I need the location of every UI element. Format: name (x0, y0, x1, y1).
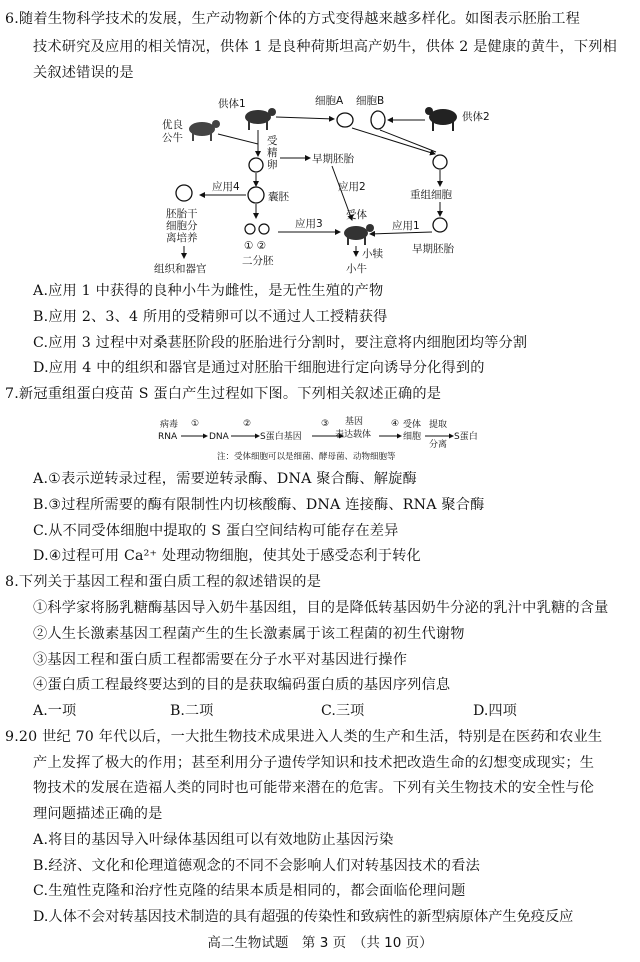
twin2-icon (259, 224, 269, 234)
q7-option-b: B.③过程所需要的酶有限制性内切核酸酶、DNA 连接酶、RNA 聚合酶 (33, 497, 485, 513)
app1-label: 应用1 (392, 220, 420, 232)
es-label-2: 细胞分 (166, 220, 198, 232)
donor1-label: 供体1 (218, 98, 246, 110)
page-footer: 高二生物试题 第 3 页 （共 10 页） (207, 935, 433, 951)
q9-stem-line-2: 产上发挥了极大的作用；甚至利用分子遗传学知识和技术把改造生命的幻想变成现实；生 (33, 755, 595, 771)
flow-n4a: 基因 (345, 417, 364, 427)
tissue-label: 组织和器官 (154, 263, 207, 275)
flow-n4b: 表达载体 (335, 430, 372, 440)
flow-n6a: 提取 (429, 420, 448, 430)
cell-b-icon (371, 111, 385, 129)
twins-num-label: ① ② (244, 240, 267, 252)
cell-a-icon (337, 113, 353, 127)
flow-s1: ① (191, 419, 200, 429)
q7-option-c: C.从不同受体细胞中提取的 S 蛋白空间结构可能存在差异 (33, 523, 399, 539)
calf-label-1: 小犊 (362, 248, 383, 260)
embryo-engineering-diagram (140, 92, 520, 277)
calf-label-2: 小牛 (346, 263, 367, 275)
early-embryo-top-label: 早期胚胎 (312, 153, 354, 165)
q6-option-c: C.应用 3 过程中对桑葚胚阶段的胚胎进行分割时，要注意将内细胞团均等分割 (33, 335, 528, 351)
flow-n7: S蛋白 (454, 432, 478, 442)
recipient-label: 受体 (346, 209, 367, 221)
q8-item-4: ④蛋白质工程最终要达到的目的是获取编码蛋白质的基因序列信息 (33, 677, 451, 693)
q6-option-d: D.应用 4 中的组织和器官是通过对胚胎干细胞进行定向诱导分化得到的 (33, 360, 485, 376)
flow-s4: ④ (391, 419, 400, 429)
q6-stem-line-2: 技术研究及应用的相关情况，供体 1 是良种荷斯坦高产奶牛，供体 2 是健康的黄牛，下列相 (33, 39, 618, 55)
flow-n2: DNA (209, 432, 229, 442)
cow-recipient-icon (344, 224, 374, 245)
q7-stem: 7.新冠重组蛋白疫苗 S 蛋白产生过程如下图。下列相关叙述正确的是 (5, 386, 442, 402)
q9-stem-line-3: 物技术的发展在造福人类的同时也可能带来潜在的危害。下列有关生物技术的安全性与伦 (33, 780, 595, 796)
cow-donor2-icon (425, 107, 457, 131)
flow-s2: ② (243, 419, 252, 429)
flow-n3: S蛋白基因 (260, 432, 302, 442)
q8-item-2: ②人生长激素基因工程菌产生的生长激素属于该工程菌的初生代谢物 (33, 626, 465, 642)
flow-s3: ③ (321, 419, 330, 429)
bull-label-2: 公牛 (162, 132, 183, 144)
app4-label: 应用4 (212, 181, 240, 193)
q8-stem: 8.下列关于基因工程和蛋白质工程的叙述错误的是 (5, 574, 322, 590)
flow-note: 注：受体细胞可以是细菌、酵母菌、动物细胞等 (217, 452, 396, 462)
q7-option-d: D.④过程可用 Ca²⁺ 处理动物细胞，使其处于感受态利于转化 (33, 548, 421, 564)
q8-option-c: C.三项 (321, 703, 365, 719)
q6-option-b: B.应用 2、3、4 所用的受精卵可以不通过人工授精获得 (33, 309, 388, 325)
es-cell-icon (176, 185, 192, 201)
donor2-label: 供体2 (462, 111, 490, 123)
q9-option-c: C.生殖性克隆和治疗性克隆的结果本质是相同的，都会面临伦理问题 (33, 883, 466, 899)
fertilized-label-2: 精 (267, 147, 278, 159)
flow-n1b: RNA (158, 432, 178, 442)
cow-donor1-icon (245, 108, 276, 130)
flow-n1a: 病毒 (160, 420, 179, 430)
blastocyst-label: 囊胚 (268, 191, 289, 203)
blastocyst-icon (248, 187, 264, 203)
q8-item-3: ③基因工程和蛋白质工程都需要在分子水平对基因进行操作 (33, 652, 408, 668)
bull-label-1: 优良 (162, 119, 183, 131)
q7-option-a: A.①表示逆转录过程，需要逆转录酶、DNA 聚合酶、解旋酶 (33, 471, 417, 487)
fertilized-label-3: 卵 (267, 159, 278, 171)
cell-a-label: 细胞A (315, 95, 344, 107)
q8-option-a: A.一项 (33, 703, 77, 719)
q6-option-a: A.应用 1 中获得的良种小牛为雌性，是无性生殖的产物 (33, 283, 384, 299)
q9-option-b: B.经济、文化和伦理道德观念的不同不会影响人们对转基因技术的看法 (33, 858, 480, 874)
q6-stem-line-1: 6.随着生物科学技术的发展，生产动物新个体的方式变得越来越多样化。如图表示胚胎工程 (5, 11, 581, 27)
q9-stem-line-4: 理问题描述正确的是 (33, 806, 163, 822)
cell-b-label: 细胞B (356, 95, 385, 107)
recon-cell-icon (433, 155, 447, 169)
app2-label: 应用2 (338, 181, 366, 193)
q9-stem-line-1: 9.20 世纪 70 年代以后，一大批生物技术成果进入人类的生产和生活，特别是在医药和农业生 (5, 729, 603, 745)
cow-bull-icon (189, 120, 220, 141)
q8-option-b: B.二项 (170, 703, 214, 719)
flow-n5b: 细胞 (403, 432, 422, 442)
flow-n6b: 分离 (429, 440, 448, 450)
app3-label: 应用3 (295, 218, 323, 230)
es-label-3: 离培养 (166, 232, 198, 244)
flow-n5a: 受体 (403, 420, 422, 430)
q8-item-1: ①科学家将肠乳糖酶基因导入奶牛基因组，目的是降低转基因奶牛分泌的乳汁中乳糖的含量 (33, 600, 609, 616)
q9-option-a: A.将目的基因导入叶绿体基因组可以有效地防止基因污染 (33, 832, 394, 848)
early-embryo-bottom-icon (433, 218, 447, 232)
twins-label: 二分胚 (242, 255, 274, 267)
q9-option-d: D.人体不会对转基因技术制造的具有超强的传染性和致病性的新型病原体产生免疫反应 (33, 909, 574, 925)
q6-stem-line-3: 关叙述错误的是 (33, 65, 134, 81)
recon-cell-label: 重组细胞 (410, 189, 452, 201)
s-protein-flow-diagram (155, 413, 495, 463)
q8-option-d: D.四项 (473, 703, 517, 719)
early-embryo-bottom-label: 早期胚胎 (412, 243, 454, 255)
fertilized-label-1: 受 (267, 135, 278, 147)
twin1-icon (245, 224, 255, 234)
es-label-1: 胚胎干 (166, 208, 198, 220)
fertilized-egg-icon (249, 158, 263, 172)
